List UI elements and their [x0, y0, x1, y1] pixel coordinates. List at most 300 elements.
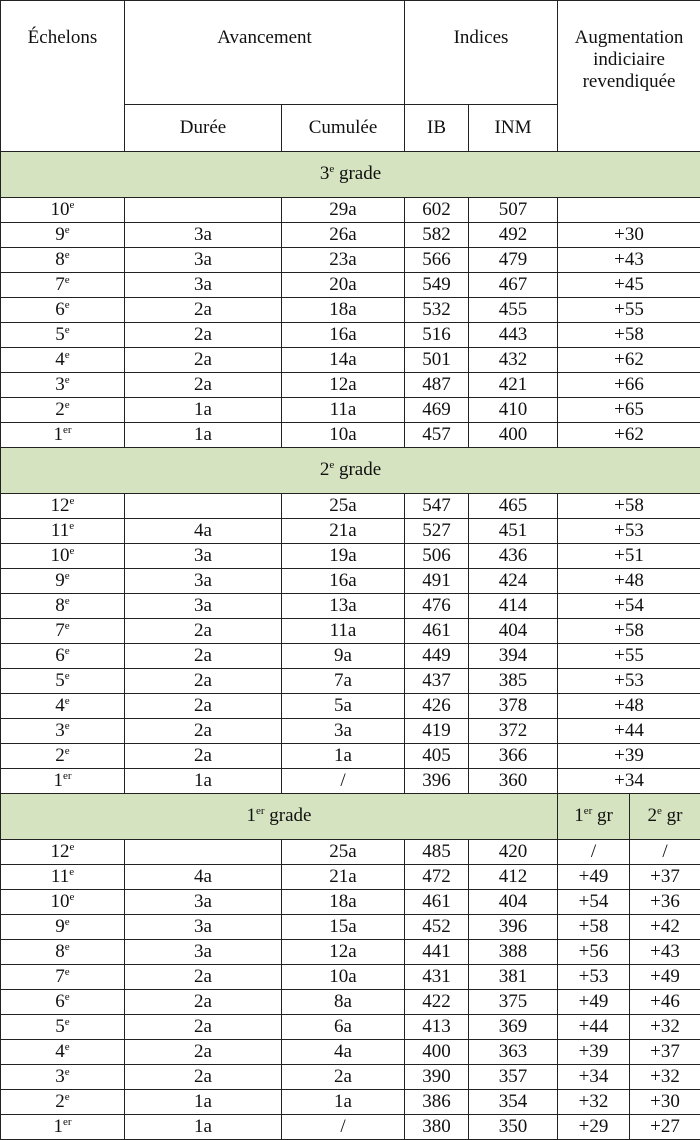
echelon-suffix: e — [70, 495, 75, 507]
echelon-cell — [1, 915, 125, 940]
table-row — [1, 248, 700, 273]
grade-label — [1, 448, 700, 494]
aug-1er-gr-cell: +54 — [558, 890, 630, 915]
table-row — [1, 694, 700, 719]
duree-cell: 1a — [125, 1115, 282, 1140]
echelon-number: 10 — [51, 545, 70, 566]
grade-label — [1, 152, 700, 198]
echelon-suffix: e — [65, 1016, 70, 1028]
augmentation-cell: +39 — [558, 744, 700, 769]
table-row — [1, 373, 700, 398]
echelon-cell — [1, 890, 125, 915]
echelon-suffix: e — [65, 349, 70, 361]
echelon-cell — [1, 669, 125, 694]
echelon-cell — [1, 1015, 125, 1040]
aug-2e-gr-cell: +42 — [630, 915, 700, 940]
cumulee-cell: 6a — [282, 1015, 405, 1040]
duree-cell: 1a — [125, 769, 282, 794]
augmentation-cell: +62 — [558, 348, 700, 373]
inm-cell: 467 — [469, 273, 558, 298]
duree-cell: 3a — [125, 544, 282, 569]
duree-cell: 2a — [125, 1015, 282, 1040]
echelon-number: 1 — [53, 1116, 63, 1137]
augmentation-cell: +54 — [558, 594, 700, 619]
augmentation-cell: +55 — [558, 644, 700, 669]
inm-cell: 507 — [469, 198, 558, 223]
duree-cell: 3a — [125, 273, 282, 298]
table-row — [1, 1065, 700, 1090]
aug-1er-gr-cell: +56 — [558, 940, 630, 965]
augmentation-cell: +62 — [558, 423, 700, 448]
grade-number: 1 — [247, 805, 257, 826]
table-row — [1, 890, 700, 915]
echelon-number: 3 — [55, 374, 65, 395]
echelon-number: 4 — [55, 1041, 65, 1062]
duree-cell: 2a — [125, 744, 282, 769]
echelon-suffix: e — [65, 620, 70, 632]
aug-2e-gr-cell: / — [630, 840, 700, 865]
ib-cell: 449 — [405, 644, 469, 669]
ib-cell: 386 — [405, 1090, 469, 1115]
echelon-number: 10 — [51, 199, 70, 220]
echelon-number: 1 — [53, 424, 63, 445]
cumulee-cell: 21a — [282, 865, 405, 890]
echelon-cell — [1, 694, 125, 719]
duree-cell — [125, 494, 282, 519]
inm-cell: 381 — [469, 965, 558, 990]
echelon-number: 12 — [51, 495, 70, 516]
ib-cell: 461 — [405, 619, 469, 644]
table-row — [1, 865, 700, 890]
aug-1er-gr-cell: +49 — [558, 990, 630, 1015]
echelon-suffix: e — [69, 866, 74, 878]
duree-cell: 3a — [125, 594, 282, 619]
ib-cell: 452 — [405, 915, 469, 940]
duree-cell: 2a — [125, 694, 282, 719]
echelon-suffix: e — [65, 1066, 70, 1078]
duree-cell: 1a — [125, 398, 282, 423]
aug-2e-gr-cell: +27 — [630, 1115, 700, 1140]
header-avancement: Avancement — [125, 1, 405, 105]
header-echelons: Échelons — [1, 1, 125, 152]
augmentation-cell — [558, 198, 700, 223]
duree-cell: 2a — [125, 619, 282, 644]
echelon-cell — [1, 1065, 125, 1090]
grade-text: grade — [334, 163, 381, 184]
augmentation-cell: +34 — [558, 769, 700, 794]
echelon-cell — [1, 273, 125, 298]
augmentation-cell: +51 — [558, 544, 700, 569]
cumulee-cell: 16a — [282, 569, 405, 594]
grade-suffix: e — [329, 459, 334, 471]
table-row — [1, 544, 700, 569]
echelon-suffix: e — [70, 545, 75, 557]
duree-cell: 2a — [125, 719, 282, 744]
duree-cell: 2a — [125, 644, 282, 669]
table-row — [1, 965, 700, 990]
header-indices: Indices — [405, 1, 558, 105]
cumulee-cell: 10a — [282, 423, 405, 448]
cumulee-cell: / — [282, 1115, 405, 1140]
duree-cell — [125, 840, 282, 865]
ib-cell: 405 — [405, 744, 469, 769]
ib-cell: 549 — [405, 273, 469, 298]
augmentation-cell: +53 — [558, 519, 700, 544]
ib-cell: 390 — [405, 1065, 469, 1090]
aug-2e-gr-cell: +37 — [630, 1040, 700, 1065]
inm-cell: 412 — [469, 865, 558, 890]
echelon-suffix: er — [63, 770, 72, 782]
echelon-number: 9 — [55, 570, 65, 591]
echelon-number: 2 — [55, 745, 65, 766]
echelon-number: 9 — [55, 916, 65, 937]
cumulee-cell: 2a — [282, 1065, 405, 1090]
inm-cell: 451 — [469, 519, 558, 544]
cumulee-cell: 15a — [282, 915, 405, 940]
echelon-number: 8 — [55, 595, 65, 616]
table-row — [1, 719, 700, 744]
echelon-suffix: e — [65, 324, 70, 336]
inm-cell: 394 — [469, 644, 558, 669]
duree-cell: 3a — [125, 915, 282, 940]
duree-cell: 1a — [125, 1090, 282, 1115]
cumulee-cell: 9a — [282, 644, 405, 669]
duree-cell: 3a — [125, 248, 282, 273]
cumulee-cell: 13a — [282, 594, 405, 619]
echelon-cell — [1, 198, 125, 223]
inm-cell: 420 — [469, 840, 558, 865]
duree-cell: 1a — [125, 423, 282, 448]
ib-cell: 419 — [405, 719, 469, 744]
echelon-number: 4 — [55, 695, 65, 716]
cumulee-cell: 25a — [282, 840, 405, 865]
augmentation-cell: +44 — [558, 719, 700, 744]
augmentation-cell: +43 — [558, 248, 700, 273]
duree-cell: 4a — [125, 865, 282, 890]
table-row — [1, 1115, 700, 1140]
duree-cell: 3a — [125, 569, 282, 594]
aug-2e-gr-cell: +32 — [630, 1065, 700, 1090]
inm-cell: 388 — [469, 940, 558, 965]
inm-cell: 375 — [469, 990, 558, 1015]
cumulee-cell: 1a — [282, 1090, 405, 1115]
echelon-cell — [1, 398, 125, 423]
aug-1er-gr-cell: +29 — [558, 1115, 630, 1140]
inm-cell: 404 — [469, 890, 558, 915]
inm-cell: 436 — [469, 544, 558, 569]
grade-number: 2 — [320, 459, 330, 480]
duree-cell: 2a — [125, 1065, 282, 1090]
inm-cell: 421 — [469, 373, 558, 398]
echelon-suffix: e — [65, 916, 70, 928]
table-row — [1, 223, 700, 248]
cumulee-cell: 29a — [282, 198, 405, 223]
echelon-suffix: e — [65, 695, 70, 707]
duree-cell: 3a — [125, 223, 282, 248]
echelon-number: 2 — [55, 1091, 65, 1112]
ib-cell: 487 — [405, 373, 469, 398]
cumulee-cell: 10a — [282, 965, 405, 990]
echelon-number: 7 — [55, 620, 65, 641]
duree-cell: 2a — [125, 298, 282, 323]
echelon-number: 4 — [55, 349, 65, 370]
aug-1er-gr-cell: +58 — [558, 915, 630, 940]
echelon-number: 6 — [55, 645, 65, 666]
cumulee-cell: 16a — [282, 323, 405, 348]
table-row — [1, 644, 700, 669]
augmentation-cell: +53 — [558, 669, 700, 694]
inm-cell: 455 — [469, 298, 558, 323]
echelon-suffix: e — [70, 891, 75, 903]
header-cumulee: Cumulée — [282, 105, 405, 152]
echelon-number: 1 — [53, 770, 63, 791]
echelon-cell — [1, 494, 125, 519]
echelon-cell — [1, 544, 125, 569]
inm-cell: 404 — [469, 619, 558, 644]
echelon-suffix: e — [69, 520, 74, 532]
echelon-number: 3 — [55, 720, 65, 741]
inm-cell: 443 — [469, 323, 558, 348]
ib-cell: 426 — [405, 694, 469, 719]
table-row — [1, 519, 700, 544]
table-row — [1, 769, 700, 794]
echelon-cell — [1, 965, 125, 990]
ib-cell: 469 — [405, 398, 469, 423]
echelon-number: 5 — [55, 324, 65, 345]
echelon-cell — [1, 298, 125, 323]
grade-suffix: e — [329, 163, 334, 175]
echelon-cell — [1, 644, 125, 669]
aug-col1-suffix: er — [584, 805, 593, 817]
cumulee-cell: 25a — [282, 494, 405, 519]
ib-cell: 491 — [405, 569, 469, 594]
echelon-cell — [1, 519, 125, 544]
inm-cell: 396 — [469, 915, 558, 940]
ib-cell: 476 — [405, 594, 469, 619]
cumulee-cell: / — [282, 769, 405, 794]
echelon-cell — [1, 990, 125, 1015]
cumulee-cell: 11a — [282, 619, 405, 644]
echelon-number: 9 — [55, 224, 65, 245]
echelon-number: 7 — [55, 274, 65, 295]
table-row — [1, 1015, 700, 1040]
echelon-suffix: e — [65, 224, 70, 236]
cumulee-cell: 21a — [282, 519, 405, 544]
duree-cell: 2a — [125, 1040, 282, 1065]
cumulee-cell: 20a — [282, 273, 405, 298]
grade-text: grade — [265, 805, 312, 826]
echelon-cell — [1, 223, 125, 248]
echelon-cell — [1, 348, 125, 373]
echelon-cell — [1, 619, 125, 644]
ib-cell: 461 — [405, 890, 469, 915]
header-duree: Durée — [125, 105, 282, 152]
ib-cell: 506 — [405, 544, 469, 569]
echelon-cell — [1, 1040, 125, 1065]
ib-cell: 527 — [405, 519, 469, 544]
echelon-number: 11 — [51, 866, 69, 887]
echelon-number: 2 — [55, 399, 65, 420]
inm-cell: 479 — [469, 248, 558, 273]
echelon-cell — [1, 373, 125, 398]
echelon-cell — [1, 744, 125, 769]
table-row — [1, 840, 700, 865]
aug-1er-gr-cell: +34 — [558, 1065, 630, 1090]
header-row-1 — [1, 1, 700, 105]
echelon-suffix: e — [65, 966, 70, 978]
inm-cell: 350 — [469, 1115, 558, 1140]
duree-cell: 2a — [125, 669, 282, 694]
echelon-number: 6 — [55, 299, 65, 320]
duree-cell: 2a — [125, 323, 282, 348]
header-augmentation: Augmentation indiciaire revendiquée — [558, 1, 700, 152]
augmentation-cell: +48 — [558, 694, 700, 719]
cumulee-cell: 12a — [282, 373, 405, 398]
aug-col1-text: gr — [592, 805, 613, 826]
table-row — [1, 940, 700, 965]
echelon-cell — [1, 248, 125, 273]
echelon-suffix: e — [65, 670, 70, 682]
ib-cell: 485 — [405, 840, 469, 865]
echelon-number: 8 — [55, 249, 65, 270]
duree-cell: 3a — [125, 940, 282, 965]
aug-1er-gr-cell: +32 — [558, 1090, 630, 1115]
echelon-suffix: e — [65, 941, 70, 953]
aug-1er-gr-cell: +44 — [558, 1015, 630, 1040]
inm-cell: 385 — [469, 669, 558, 694]
grade-header-grade3 — [1, 152, 700, 198]
inm-cell: 369 — [469, 1015, 558, 1040]
aug-1er-gr-cell: +53 — [558, 965, 630, 990]
ib-cell: 472 — [405, 865, 469, 890]
inm-cell: 414 — [469, 594, 558, 619]
ib-cell: 437 — [405, 669, 469, 694]
ib-cell: 422 — [405, 990, 469, 1015]
table-row — [1, 744, 700, 769]
aug-2e-gr-cell: +32 — [630, 1015, 700, 1040]
echelon-suffix: e — [65, 645, 70, 657]
cumulee-cell: 4a — [282, 1040, 405, 1065]
aug-1er-gr-cell: +39 — [558, 1040, 630, 1065]
cumulee-cell: 11a — [282, 398, 405, 423]
echelon-suffix: e — [65, 399, 70, 411]
cumulee-cell: 7a — [282, 669, 405, 694]
augmentation-cell: +58 — [558, 619, 700, 644]
aug-col2-number: 2 — [648, 805, 658, 826]
inm-cell: 366 — [469, 744, 558, 769]
grade-text: grade — [334, 459, 381, 480]
echelon-suffix: er — [63, 1116, 72, 1128]
cumulee-cell: 12a — [282, 940, 405, 965]
echelon-number: 5 — [55, 1016, 65, 1037]
echelon-suffix: e — [65, 745, 70, 757]
ib-cell: 547 — [405, 494, 469, 519]
augmentation-cell: +48 — [558, 569, 700, 594]
ib-cell: 602 — [405, 198, 469, 223]
echelon-suffix: e — [65, 274, 70, 286]
table-row — [1, 990, 700, 1015]
ib-cell: 457 — [405, 423, 469, 448]
echelon-number: 10 — [51, 891, 70, 912]
cumulee-cell: 8a — [282, 990, 405, 1015]
table-row — [1, 1090, 700, 1115]
echelon-number: 6 — [55, 991, 65, 1012]
table-row — [1, 494, 700, 519]
duree-cell: 3a — [125, 890, 282, 915]
table-row — [1, 273, 700, 298]
grade-header-grade2 — [1, 448, 700, 494]
cumulee-cell: 3a — [282, 719, 405, 744]
cumulee-cell: 18a — [282, 890, 405, 915]
duree-cell: 2a — [125, 990, 282, 1015]
ib-cell: 441 — [405, 940, 469, 965]
augmentation-cell: +45 — [558, 273, 700, 298]
aug-2e-gr-cell: +43 — [630, 940, 700, 965]
aug-2e-gr-cell: +37 — [630, 865, 700, 890]
table-row — [1, 1040, 700, 1065]
aug-2e-gr-cell: +46 — [630, 990, 700, 1015]
table-row — [1, 594, 700, 619]
echelon-suffix: e — [65, 299, 70, 311]
echelon-suffix: e — [65, 1091, 70, 1103]
echelon-suffix: e — [65, 720, 70, 732]
inm-cell: 432 — [469, 348, 558, 373]
table-row — [1, 669, 700, 694]
duree-cell: 2a — [125, 348, 282, 373]
echelon-number: 12 — [51, 841, 70, 862]
echelon-number: 7 — [55, 966, 65, 987]
table-row — [1, 423, 700, 448]
inm-cell: 410 — [469, 398, 558, 423]
ib-cell: 516 — [405, 323, 469, 348]
inm-cell: 363 — [469, 1040, 558, 1065]
echelon-cell — [1, 940, 125, 965]
duree-cell: 2a — [125, 965, 282, 990]
inm-cell: 492 — [469, 223, 558, 248]
table-row — [1, 398, 700, 423]
aug-2e-gr-cell: +30 — [630, 1090, 700, 1115]
inm-cell: 424 — [469, 569, 558, 594]
duree-cell: 4a — [125, 519, 282, 544]
echelon-number: 3 — [55, 1066, 65, 1087]
table-row — [1, 348, 700, 373]
inm-cell: 360 — [469, 769, 558, 794]
cumulee-cell: 14a — [282, 348, 405, 373]
aug-1er-gr-cell: +49 — [558, 865, 630, 890]
grade-header-grade1 — [1, 794, 700, 840]
inm-cell: 372 — [469, 719, 558, 744]
echelon-suffix: e — [65, 991, 70, 1003]
echelon-suffix: e — [70, 841, 75, 853]
inm-cell: 378 — [469, 694, 558, 719]
augmentation-cell: +30 — [558, 223, 700, 248]
table-row — [1, 198, 700, 223]
ib-cell: 431 — [405, 965, 469, 990]
aug-col-1er-gr — [558, 794, 630, 840]
grade-label — [1, 794, 558, 840]
cumulee-cell: 26a — [282, 223, 405, 248]
echelon-cell — [1, 840, 125, 865]
echelon-suffix: e — [65, 570, 70, 582]
echelon-cell — [1, 719, 125, 744]
grade-number: 3 — [320, 163, 330, 184]
inm-cell: 465 — [469, 494, 558, 519]
echelon-cell — [1, 1090, 125, 1115]
echelon-cell — [1, 594, 125, 619]
aug-2e-gr-cell: +36 — [630, 890, 700, 915]
ib-cell: 396 — [405, 769, 469, 794]
inm-cell: 354 — [469, 1090, 558, 1115]
